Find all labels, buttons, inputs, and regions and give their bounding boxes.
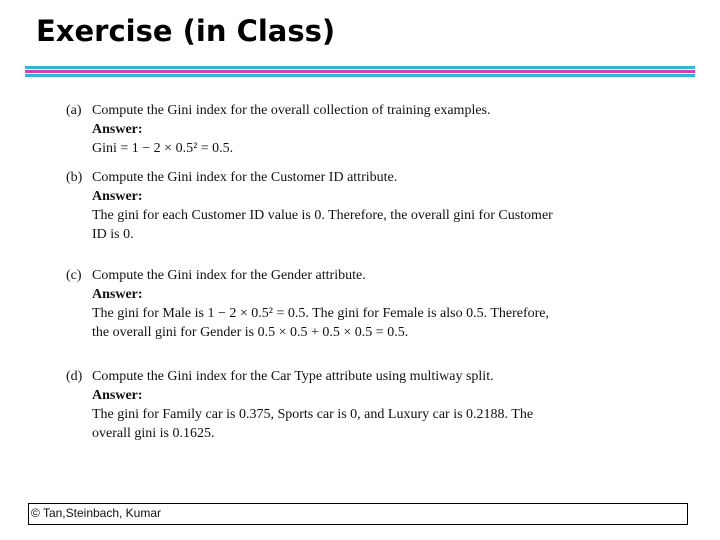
title-divider-bottom [25, 74, 695, 77]
answer-text: The gini for each Customer ID value is 0. Therefore, the overall gini for Customer ID is 0. [92, 208, 553, 242]
answer-text: The gini for Male is 1 − 2 × 0.5² = 0.5. The gini for Female is also 0.5. Therefore, the overall gini for Gender is 0.5 × 0.5 + 0.5 × 0.5 = 0.5. [92, 306, 549, 340]
title-divider-middle [25, 70, 695, 73]
item-label: (c) [66, 268, 82, 283]
title-divider-top [25, 66, 695, 69]
item-label: (a) [66, 103, 82, 118]
answer-heading: Answer: [92, 122, 143, 137]
exercise-content [66, 101, 566, 453]
exercise-item-b [66, 168, 566, 244]
answer-heading: Answer: [92, 388, 143, 403]
exercise-item-a [66, 101, 566, 158]
slide-title: Exercise (in Class) [36, 14, 336, 48]
exercise-item-c [66, 266, 566, 342]
question-text: Compute the Gini index for the Customer ID attribute. [92, 170, 398, 185]
item-label: (d) [66, 369, 83, 384]
copyright-footer: © Tan,Steinbach, Kumar [28, 503, 688, 525]
answer-text: Gini = 1 − 2 × 0.5² = 0.5. [92, 141, 234, 156]
question-text: Compute the Gini index for the overall collection of training examples. [92, 103, 491, 118]
answer-text: The gini for Family car is 0.375, Sports car is 0, and Luxury car is 0.2188. The overall gini is 0.1625. [92, 407, 534, 441]
answer-heading: Answer: [92, 287, 143, 302]
item-label: (b) [66, 170, 83, 185]
answer-heading: Answer: [92, 189, 143, 204]
question-text: Compute the Gini index for the Car Type attribute using multiway split. [92, 369, 494, 384]
question-text: Compute the Gini index for the Gender attribute. [92, 268, 366, 283]
exercise-item-d [66, 367, 566, 443]
